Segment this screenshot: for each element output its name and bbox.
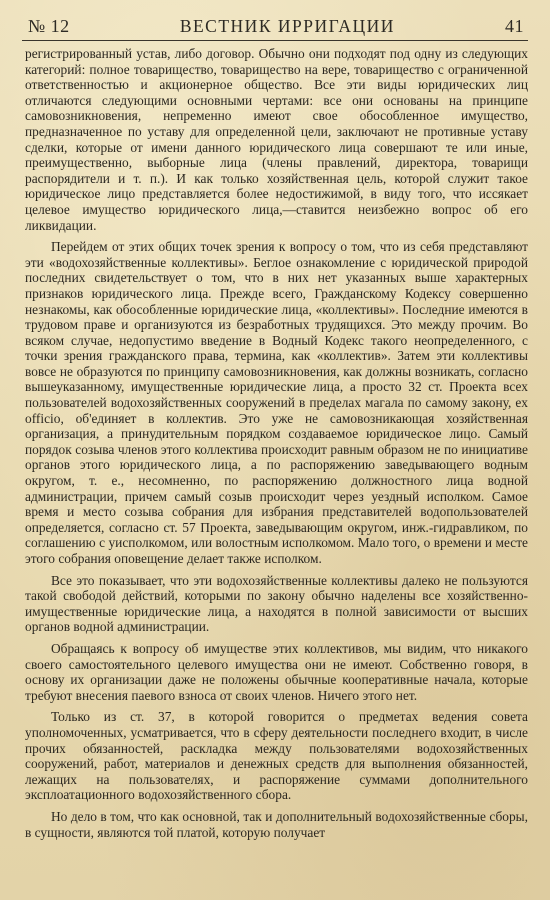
issue-number: № 12 <box>28 15 70 36</box>
paragraph: Только из ст. 37, в которой говорится о предметах ведения совета уполномоченных, усматривается, что в сферу деятельности последнего входит, в числе прочих обязанностей, раскладка между пользователями водохозяйственных сооружений, работ, материалов и денежных средств для выполнения обязанностей, лежащих на пользователях, и распоряжение суммами дополнительного эксплоатационного водохозяйственного сбора. <box>25 709 528 803</box>
running-head <box>28 14 524 38</box>
paragraph: Но дело в том, что как основной, так и дополнительный водохозяйственные сборы, в сущности, являются той платой, которую получает <box>25 808 528 840</box>
page-number: 41 <box>505 15 524 36</box>
paragraph: Перейдем от этих общих точек зрения к вопросу о том, что из себя представляют эти «водохозяйственные коллективы». Беглое ознакомление с юридической природой последних свидетельствует о том, что в них нет указанных выше характерных признаков юридического лица. Прежде всего, Гражданскому Кодексу совершенно незнакомы, как обособленные юридические лица, «коллективы». Последние имеются в трудовом праве и организуются из безработных трудящихся. Это между прочим. Во всяком случае, недопустимо введение в Водный Кодекс такого неопределенного, с точки зрения гражданского права, термина, как «коллектив». Затем эти коллективы вовсе не образуются по принципу самовозникновения, как должны возникать, согласно вышеуказанному, имущественные юридические лица, а просто 32 ст. Проекта всех пользователей водохозяйственных сооружений в пределах магала по самому закону, ex officio, об'единяет в коллектив. Это уже не самовозникающая хозяйственная организация, а принудительным порядком создаваемое юридическое лицо. Самый порядок созыва членов этого коллектива происходит равным образом не по инициативе органов этого юридического лица, а по распоряжению заведывающего водным округом, т. е., несомненно, по распоряжению должностного лица водной администрации, причем самый созыв происходит через уездный исполком. Самое время и место созыва собрания для избрания представителей водопользователей определяется, согласно ст. 57 Проекта, заведывающим округом, инж.-гидравликом, по соглашению с уисполкомом, или волостным исполкомом. Мало того, о времени и месте этого собрания оповещение делает также исполком. <box>25 239 528 566</box>
body-text <box>25 46 528 846</box>
paragraph: Обращаясь к вопросу об имуществе этих коллективов, мы видим, что никакого своего самостоятельного целевого имущества они не имеют. Собственно говоря, в основу их организации даже не положены обычные кооперативные начала, которые требуют внесения паевого взноса от своих членов. Ничего этого нет. <box>25 640 528 703</box>
journal-title: ВЕСТНИК ИРРИГАЦИИ <box>179 15 395 36</box>
paragraph: регистрированный устав, либо договор. Обычно они подходят под одну из следующих категорий: полное товарищество, товарищество на вере, товарищество с ограниченной ответственностью и акционерное общество. Все эти виды юридических лиц отличаются следующими основными чертами: все они основаны на принципе самовозникновения, непременно имеют свое обособленное имущество, предназначенное по уставу для определенной цели, заключают не противные уставу сделки, которые от имени данного юридического лица совершают те или иные, преимущественно, выборные лица (члены правлений, директора, товарищи распорядители и т. п.). И как только хозяйственная цель, которой служит такое юридическое лицо представляется более недостижимой, в виду того, что иссякает целевое имущество юридического лица,—ставится неизбежно вопрос об его ликвидации. <box>25 46 528 233</box>
paragraph: Все это показывает, что эти водохозяйственные коллективы далеко не пользуются такой свободой действий, которыми по закону обычно наделены все хозяйственно-имущественные юридические лица, а находятся в полной зависимости от высших органов водной администрации. <box>25 572 528 635</box>
header-rule <box>22 40 528 41</box>
